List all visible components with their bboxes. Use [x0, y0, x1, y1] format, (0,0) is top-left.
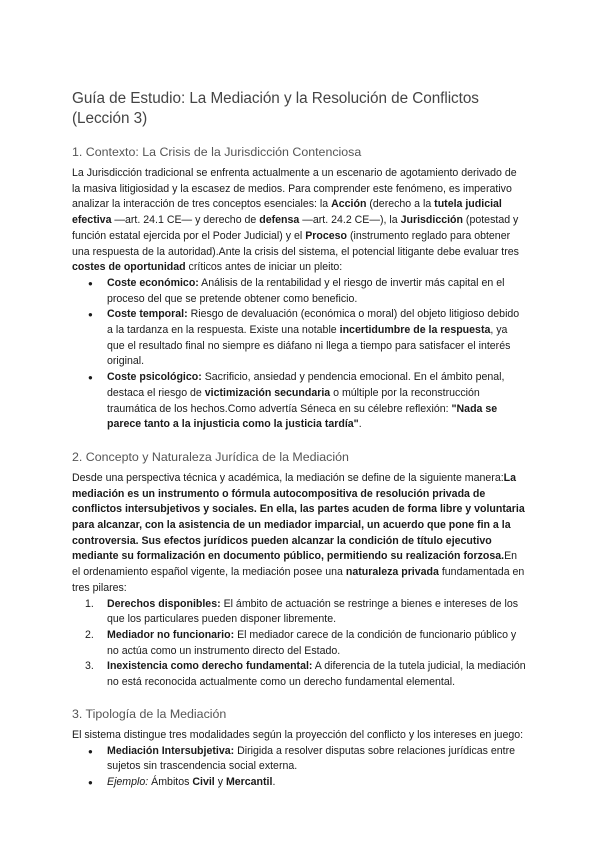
- definition-run: La mediación es un instrumento o fórmula autocompositiva de resolución privada de conflictos intersubjetivos y sociales. En ella, las partes acuden de forma libre y voluntaria para alcanzar, con la asistencia de un mediador imparcial, un acuerdo que pone fin a la controversia. Sus efectos jurídicos pueden alcanzar la condición de título ejecutivo mediante su formalización en documento público, permitiendo su realización forzosa.: [72, 471, 525, 563]
- bold-run: Proceso: [305, 229, 347, 242]
- bold-run: tutela judicial efectiva: [72, 198, 502, 227]
- bold-run: costes de oportunidad: [72, 261, 186, 274]
- text-run: críticos antes de iniciar un pleito:: [185, 261, 343, 274]
- text-run: (potestad y función estatal ejercida por el Poder Judicial) y el: [72, 214, 519, 242]
- list-item-pillar-3: [72, 659, 526, 690]
- text-run: .: [358, 418, 362, 431]
- section-1-intro: [72, 166, 526, 276]
- section-2-heading: 2. Concepto y Naturaleza Jurídica de la Mediación: [72, 449, 349, 464]
- list-number: 3.: [85, 660, 94, 673]
- text-run: Sacrificio, ansiedad y pendencia emocional. En el ámbito penal, destaca el riesgo de: [107, 371, 505, 399]
- bold-run: naturaleza privada: [345, 566, 439, 579]
- text-run: En el ordenamiento español vigente, la mediación posee una: [72, 550, 518, 579]
- text-run: Riesgo de devaluación (económica o moral) del objeto litigioso debido a la tardanza en la respuesta. Existe una notable: [107, 308, 520, 337]
- bold-run: victimización secundaria: [204, 386, 331, 399]
- list-item-time-cost: [72, 307, 526, 370]
- text-run: (instrumento reglado para obtener una respuesta de la autoridad).Ante la crisis del sistema, el potencial litigante debe evaluar tres: [72, 229, 519, 258]
- list-item-economic-cost: [72, 276, 526, 307]
- text-run: El ámbito de actuación se restringe a bienes e intereses de los que los particulares pueden disponer libremente.: [107, 597, 519, 626]
- text-run: , ya que el resultado final no siempre es diáfano ni llega a tiempo para satisfacer el interés original.: [107, 324, 511, 368]
- bold-run: Jurisdicción: [400, 214, 463, 227]
- bold-run: defensa: [259, 214, 300, 227]
- text-run: Ámbitos: [148, 775, 193, 788]
- bold-run: Coste psicológico:: [107, 371, 202, 384]
- text-run: —art. 24.1 CE— y derecho de: [111, 214, 260, 227]
- quote-run: "Nada se parece tanto a la injusticia como la justicia tardía": [107, 402, 498, 431]
- text-run: El mediador carece de la condición de funcionario público y no actúa como un instrumento directo del Estado.: [107, 628, 517, 657]
- section-2-definition: [72, 471, 526, 597]
- costs-list: [72, 276, 526, 433]
- bold-run: Mercantil: [225, 775, 273, 788]
- document-title: Guía de Estudio: La Mediación y la Resolución de Conflictos (Lección 3): [72, 90, 479, 127]
- text-run: .: [272, 775, 276, 788]
- section-3-heading: 3. Tipología de la Mediación: [72, 706, 227, 721]
- section-1-heading: 1. Contexto: La Crisis de la Jurisdicción Contenciosa: [72, 145, 362, 159]
- bold-run: Mediador no funcionario:: [107, 628, 235, 641]
- list-number: 1.: [85, 597, 94, 610]
- section-typology: [72, 706, 526, 791]
- list-item-psychological-cost: [72, 370, 526, 433]
- list-item-intersubjective: [72, 744, 526, 775]
- text-run: fundamentada en tres pilares:: [72, 566, 525, 594]
- bold-run: Civil: [192, 775, 215, 788]
- list-item-pillar-2: [72, 628, 526, 659]
- bold-run: Inexistencia como derecho fundamental:: [107, 660, 313, 673]
- text-run: La Jurisdicción tradicional se enfrenta actualmente a un escenario de agotamiento derivado de la masiva litigiosidad y la escasez de medios. Para comprender este fenómeno, es imperativo analizar la interacción de tres conceptos esenciales: la: [72, 167, 517, 211]
- list-number: 2.: [85, 628, 94, 641]
- text-run: o múltiple por la reconstrucción traumática de los hechos.Como advertía Séneca en su célebre reflexión:: [107, 386, 480, 415]
- text-run: y: [214, 775, 226, 788]
- bold-run: Mediación Intersubjetiva:: [107, 744, 235, 757]
- bold-run: incertidumbre de la respuesta: [339, 324, 491, 337]
- text-run: Dirigida a resolver disputas sobre relaciones jurídicas entre sujetos sin trascendencia social externa.: [107, 744, 516, 773]
- text-run: A diferencia de la tutela judicial, la mediación no está reconocida actualmente como un derecho fundamental elemental.: [107, 660, 526, 689]
- bold-run: Derechos disponibles:: [107, 597, 221, 610]
- section-concept: [72, 449, 526, 691]
- bold-run: Coste temporal:: [107, 308, 188, 321]
- bold-run: Acción: [331, 198, 367, 211]
- section-context: [72, 144, 526, 433]
- text-run: Análisis de la rentabilidad y el riesgo de invertir más capital en el proceso del que se pretende obtener como beneficio.: [107, 276, 505, 305]
- list-item-example: [72, 775, 526, 791]
- section-3-intro: El sistema distingue tres modalidades según la proyección del conflicto y los intereses en juego:: [72, 728, 524, 741]
- italic-run: Ejemplo:: [107, 775, 149, 788]
- text-run: —art. 24.2 CE—), la: [299, 214, 401, 227]
- bold-run: Coste económico:: [107, 276, 199, 289]
- typology-list: [72, 744, 526, 791]
- text-run: (derecho a la: [366, 198, 435, 211]
- pillars-list: [72, 597, 526, 691]
- text-run: Desde una perspectiva técnica y académica, la mediación se define de la siguiente manera:: [72, 471, 504, 484]
- list-item-pillar-1: [72, 597, 526, 628]
